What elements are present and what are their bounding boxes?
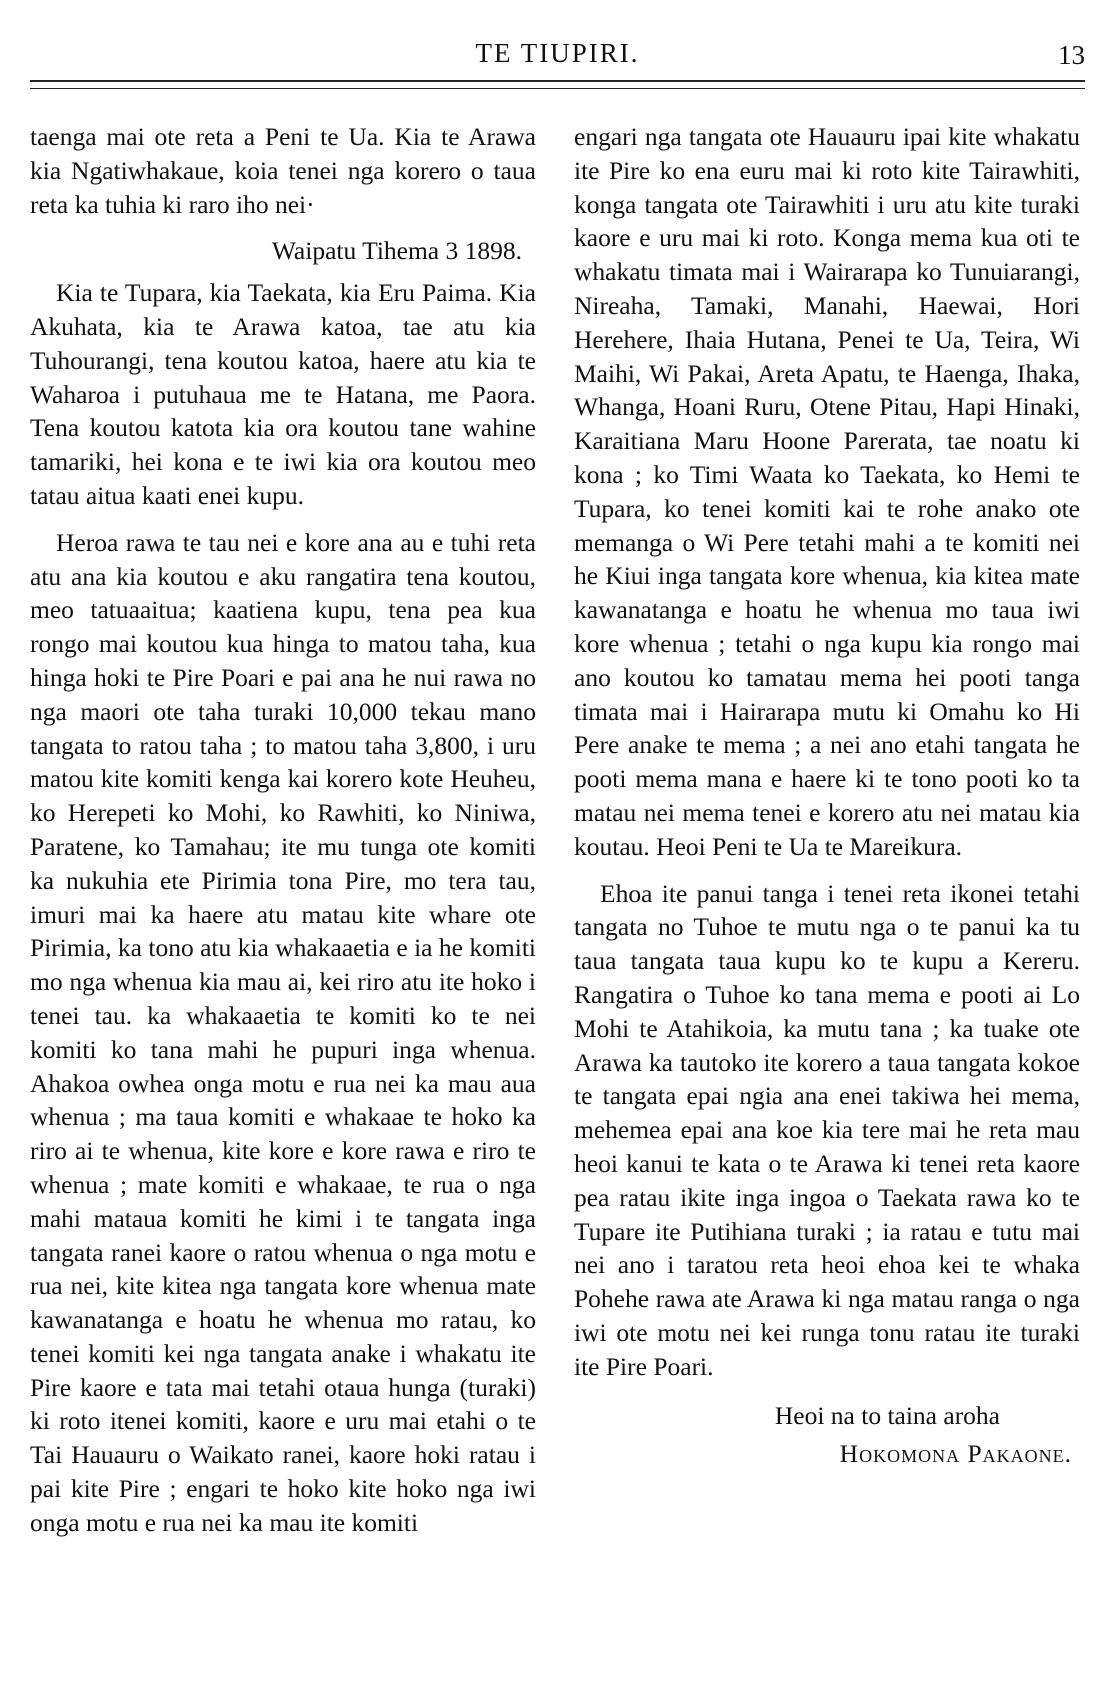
letter-signature: Hokomona Pakaone. [839,1439,1072,1469]
letter-closing: Heoi na to taina aroha [774,1401,1000,1431]
page-title: TE TIUPIRI. [475,38,640,68]
left-column [30,120,536,1553]
right-column [574,120,1080,1471]
letter-dateline: Waipatu Tihema 3 1898. [271,236,522,266]
paragraph: Heroa rawa te tau nei e kore ana au e tuhi reta atu ana kia koutou e aku rangatira tena koutou, meo tatuaaitua; kaatiena kupu, tena pea kua rongo mai koutou kua hinga to matou taha, kua hinga hoki te Pire Poari e pai ana he nui rawa no nga maori ote taha turaki 10,000 tekau mano tangata to ratou taha ; to matou taha 3,800, i uru matou kite komiti kenga kai korero kote Heuheu, ko Herepeti ko Mohi, ko Rawhiti, ko Niniwa, Paratene, ko Tamahau; ite mu tunga ote komiti ka nukuhia ete Pirimia tona Pire, mo tera tau, imuri mai ka haere atu matau kite whare ote Pirimia, ka tono atu kia whakaaetia e ia he komiti mo nga whenua kia mau ai, kei riro atu ite hoko i tenei tau. ka whakaaetia te komiti ko te nei komiti ko tana mahi he pupuri inga whenua. Ahakoa owhea onga motu e rua nei ka mau aua whenua ; ma taua komiti e whakaae te hoko ka riro ai te whenua, kite kore e kore rawa e riro te whenua ; mate komiti e whakaae, te rua o nga mahi mataua komiti he kimi i te tangata inga tangata ranei kaore o ratou whenua o nga motu e rua nei, kite kitea nga tangata kore whenua mate kawanatanga e hoatu he whenua mo ratau, ko tenei komiti kei nga tangata anake i whakatu ite Pire kaore e tata mai tetahi otaua hunga (turaki) ki roto itenei komiti, kaore e uru mai etahi o te Tai Hauauru o Waikato ranei, kaore hoki ratau i pai kite Pire ; engari te hoko kite hoko nga iwi onga motu e rua nei ka mau ite komiti [30,527,536,1537]
paragraph: Kia te Tupara, kia Taekata, kia Eru Paima. Kia Akuhata, kia te Arawa katoa, tae atu kia Tuhourangi, tena koutou katoa, haere atu kia te Waharoa i putuhaua me te Hatana, me Paora. Tena koutou katota kia ora koutou tane wahine tamariki, hei kona e te iwi kia ora koutou meo tatau aitua kaati enei kupu. [30,278,536,510]
page-number: 13 [1058,40,1085,70]
paragraph: taenga mai ote reta a Peni te Ua. Kia te Arawa kia Ngatiwhakaue, koia tenei nga korero o taua reta ka tuhia ki raro iho nei· [30,122,536,219]
header-rule [30,80,1085,89]
paragraph: engari nga tangata ote Hauauru ipai kite whakatu ite Pire ko ena euru mai ki roto kite Tairawhiti, konga tangata ote Tairawhiti i uru atu kite turaki kaore e uru mai ki roto. Konga mema kua oti te whakatu timata mai i Wairarapa ko Tunuiarangi, Nireaha, Tamaki, Manahi, Haewai, Hori Herehere, Ihaia Hutana, Penei te Ua, Teira, Wi Maihi, Wi Pakai, Areta Apatu, te Haenga, Ihaka, Whanga, Hoani Ruru, Otene Pitau, Hapi Hinaki, Karaitiana Maru Hoone Parerata, tae noatu ki kona ; ko Timi Waata ko Taekata, ko Hemi te Tupara, ko tenei komiti kai te rohe anako ote memanga o Wi Pere tetahi mahi a te komiti nei he Kiui inga tangata kore whenua, kia kitea mate kawanatanga e hoatu he whenua mo taua iwi kore whenua ; tetahi o nga kupu kia rongo mai ano koutou ko tamatau mema hei pooti tanga timata mai i Hairarapa mutu ki Omahu ko Hi Pere anake te mema ; a nei ano etahi tangata he pooti mema mana e haere ki te tono pooti ko ta matau nei mema tenei e korero atu nei matau kia koutau. Heoi Peni te Ua te Mareikura. [574,122,1080,861]
running-head [30,38,1085,72]
paragraph: Ehoa ite panui tanga i tenei reta ikonei tetahi tangata no Tuhoe te mutu nga o te panui ka tu taua tangata taua kupu ko te kupu a Kereru. Rangatira o Tuhoe ko tana mema e pooti ai Lo Mohi te Atahikoia, ka mutu tana ; ka tuake ote Arawa ka tautoko ite korero a taua tangata kokoe te tangata epai ngia ana enei takiwa hei mema, mehemea epai ana koe kia tere mai he reta mau heoi kanui te kata o te Arawa ki tenei reta kaore pea ratau ikite inga ingoa o Taekata rawa ko te Tupare ite Putihiana turaki ; ia ratau e tutu mai nei ano i taratou reta heoi ehoa kei te whaka Pohehe rawa ate Arawa ki nga matau ranga o nga iwi ote motu nei kei runga tonu ratau ite turaki ite Pire Poari. [574,878,1080,1381]
